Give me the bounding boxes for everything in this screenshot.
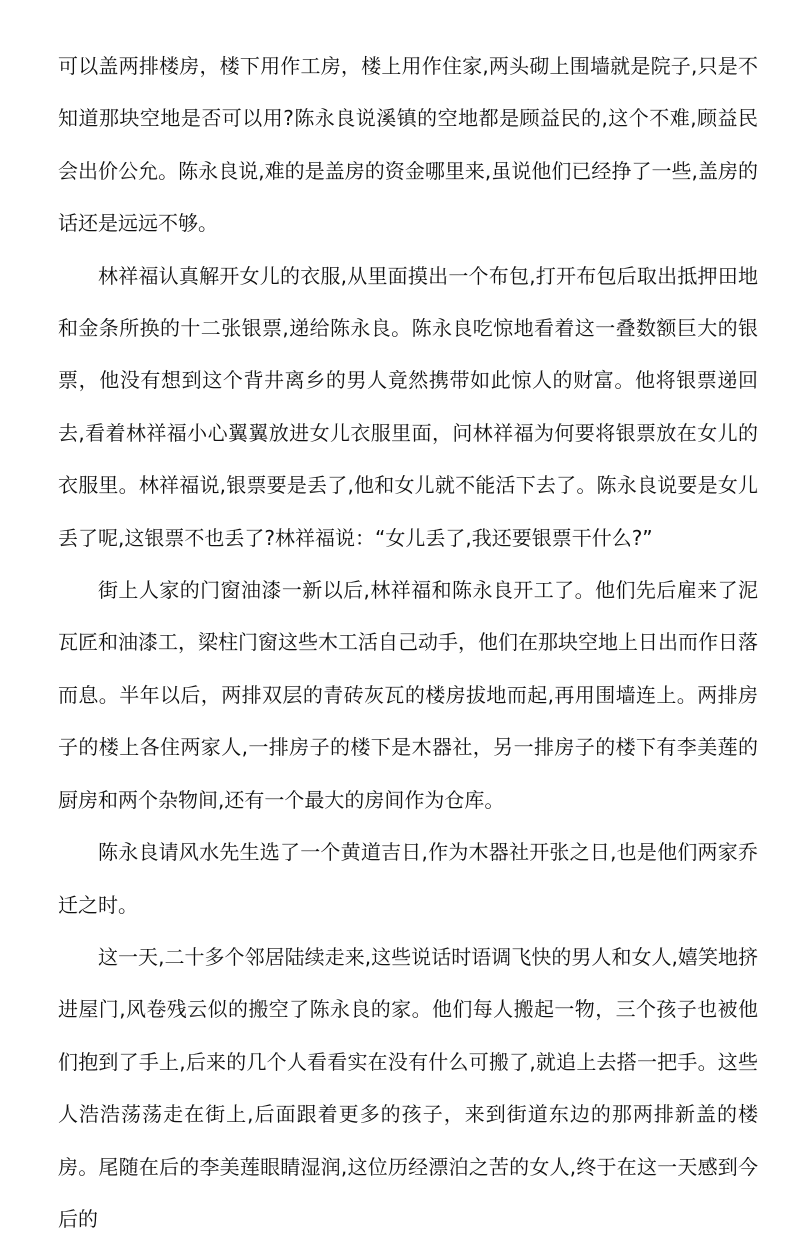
paragraph-5: 这一天,二十多个邻居陆续走来,这些说话时语调飞快的男人和女人,嬉笑地挤进屋门,风卷残云似的搬空了陈永良的家。他们每人搬起一物，三个孩子也被他们抱到了手上,后来的几个人看看实在没有什么可搬了,就追上去搭一把手。这些人浩浩荡荡走在街上,后面跟着更多的孩子，来到街道东边的那两排新盖的楼房。尾随在后的李美莲眼睛湿润,这位历经漂泊之苦的女人,终于在这一天感到今后的 bbox=[58, 944, 758, 1231]
document-page bbox=[58, 40, 758, 1245]
paragraph-1: 可以盖两排楼房，楼下用作工房，楼上用作住家,两头砌上围墙就是院子,只是不知道那块空地是否可以用?陈永良说溪镇的空地都是顾益民的,这个不难,顾益民会出价公允。陈永良说,难的是盖房的资金哪里来,虽说他们已经挣了一些,盖房的话还是远远不够。 bbox=[58, 54, 758, 236]
paragraph-3: 街上人家的门窗油漆一新以后,林祥福和陈永良开工了。他们先后雇来了泥瓦匠和油漆工，梁柱门窗这些木工活自己动手，他们在那块空地上日出而作日落而息。半年以后，两排双层的青砖灰瓦的楼房拔地而起,再用围墙连上。两排房子的楼上各住两家人,一排房子的楼下是木器社，另一排房子的楼下有李美莲的厨房和两个杂物间,还有一个最大的房间作为仓库。 bbox=[58, 578, 758, 812]
paragraph-2: 林祥福认真解开女儿的衣服,从里面摸出一个布包,打开布包后取出抵押田地和金条所换的十二张银票,递给陈永良。陈永良吃惊地看着这一叠数额巨大的银票，他没有想到这个背井离乡的男人竟然携带如此惊人的财富。他将银票递回去,看着林祥福小心翼翼放进女儿衣服里面，问林祥福为何要将银票放在女儿的衣服里。林祥福说,银票要是丢了,他和女儿就不能活下去了。陈永良说要是女儿丢了呢,这银票不也丢了?林祥福说：“女儿丢了,我还要银票干什么?” bbox=[58, 263, 758, 550]
paragraph-4: 陈永良请风水先生选了一个黄道吉日,作为木器社开张之日,也是他们两家乔迁之时。 bbox=[58, 840, 758, 917]
